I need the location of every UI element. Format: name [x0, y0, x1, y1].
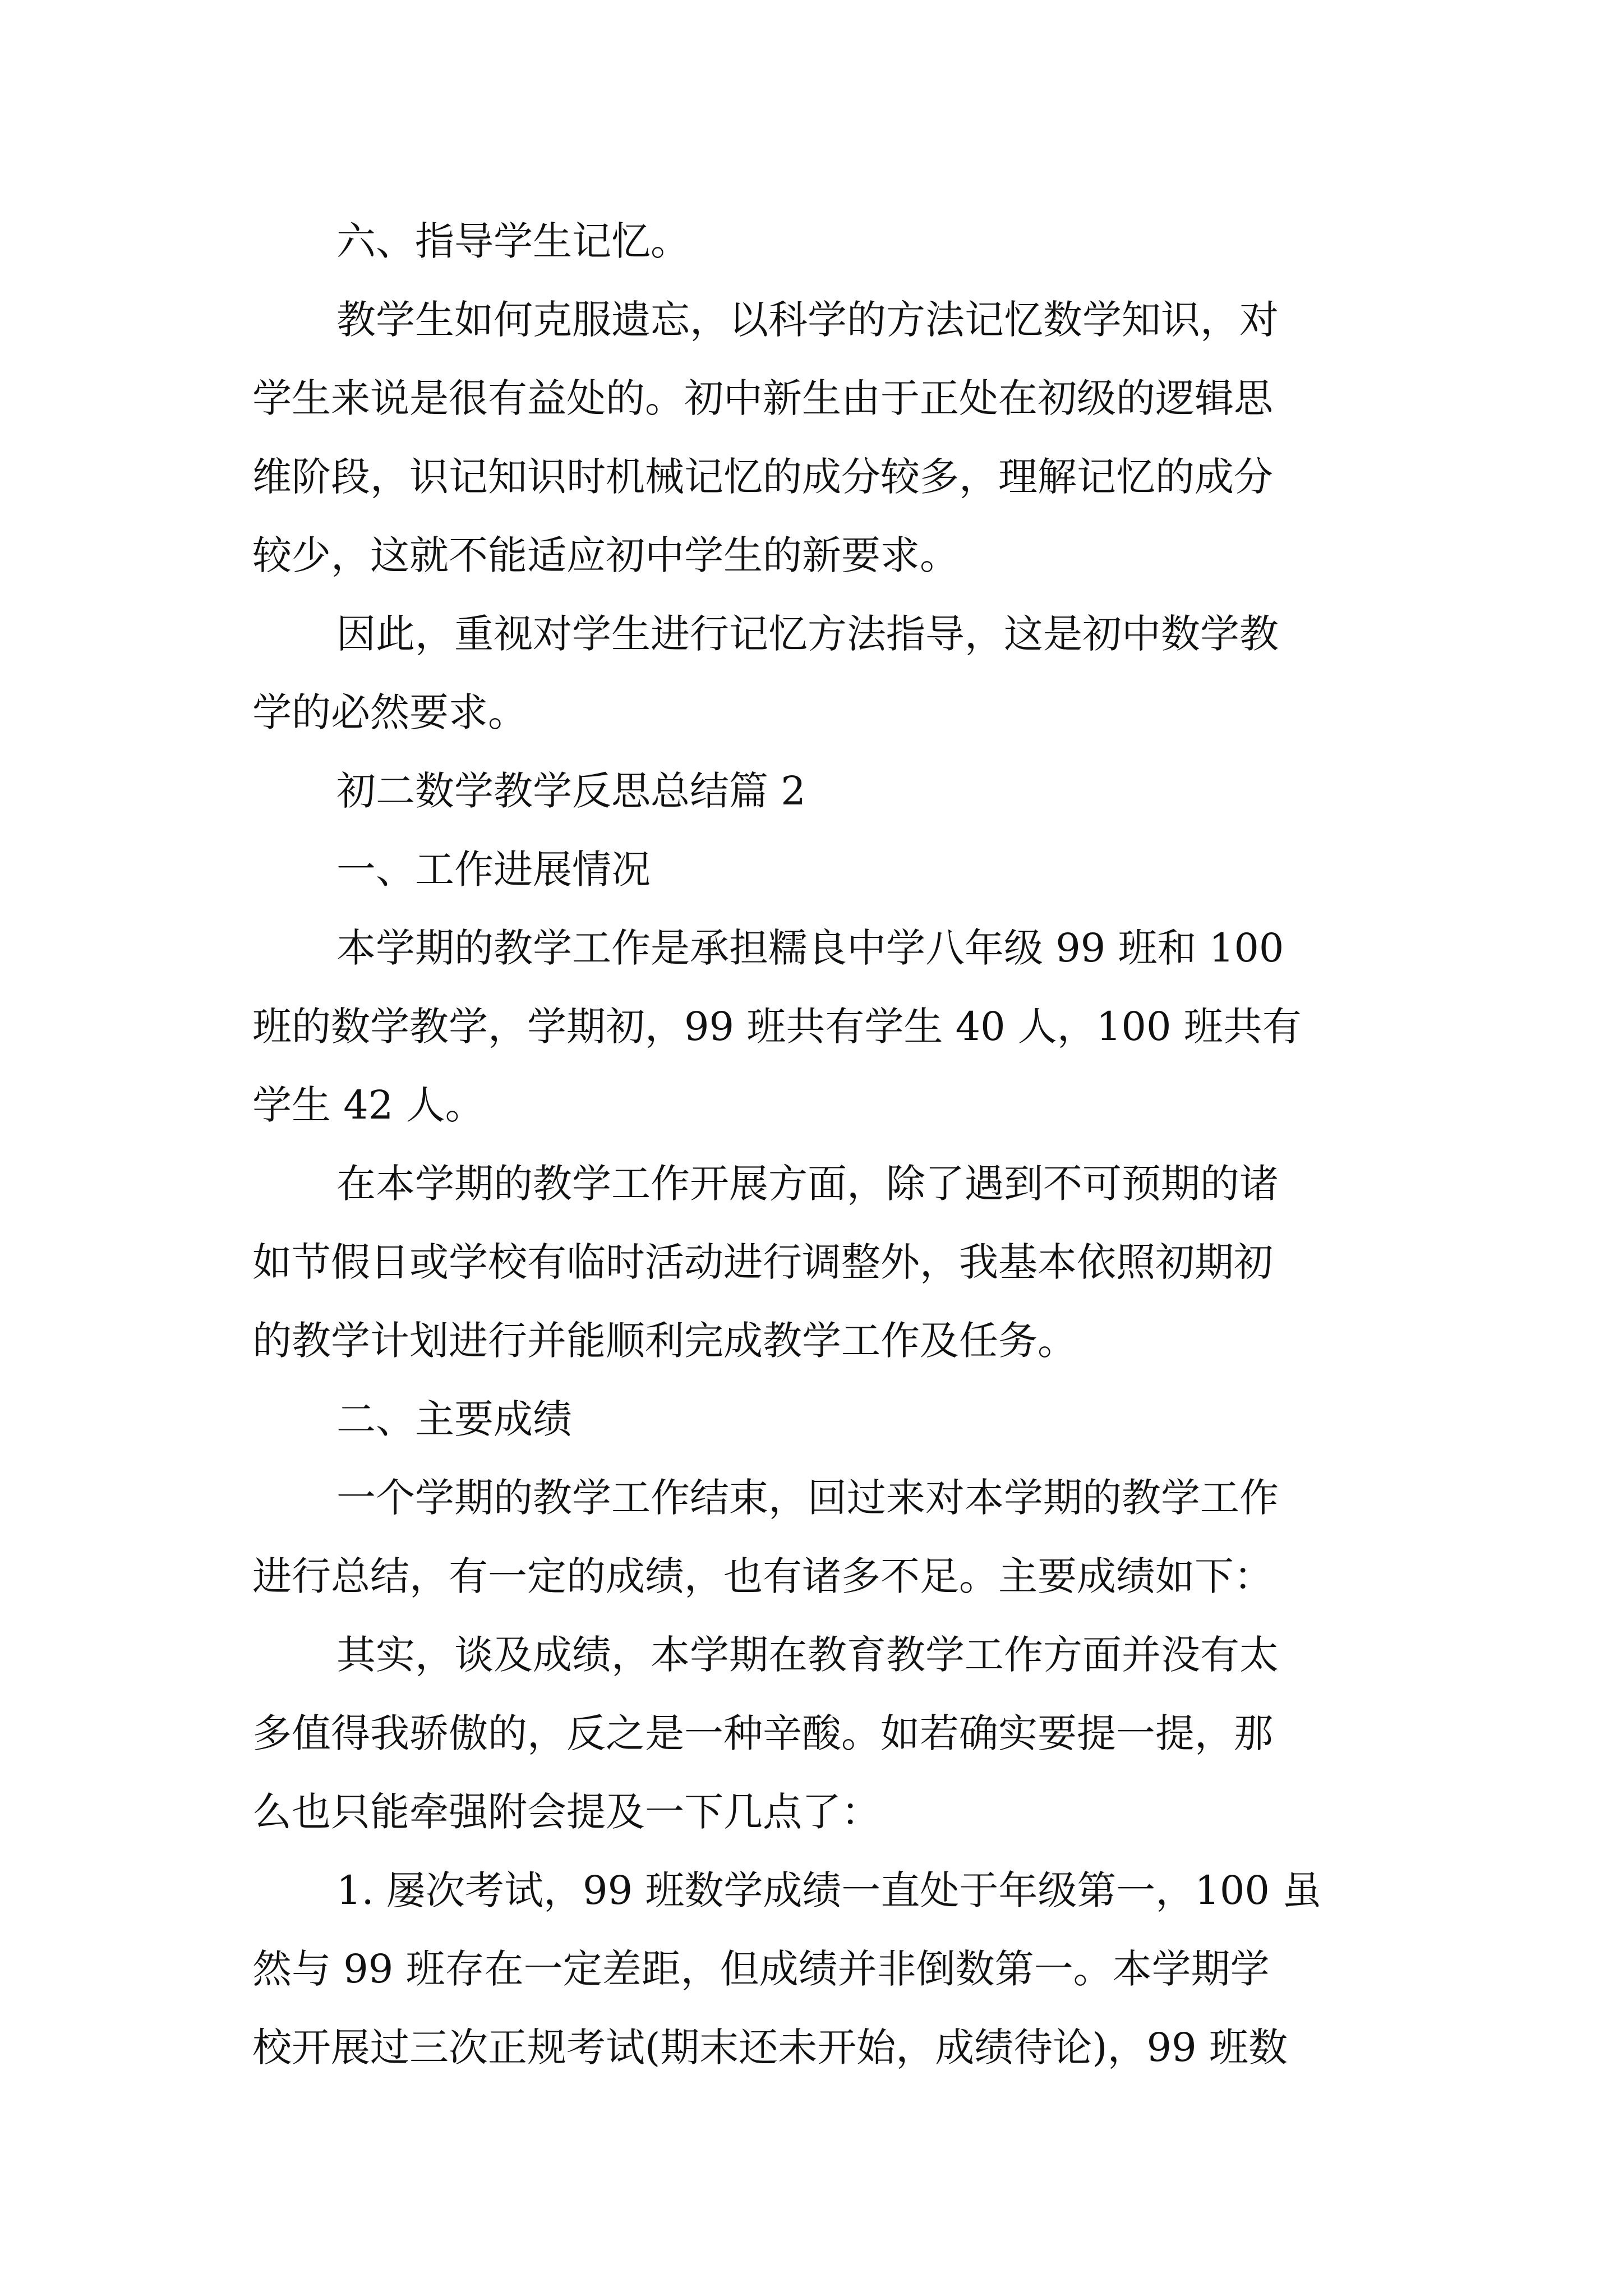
- text-line: 在本学期的教学工作开展方面，除了遇到不可预期的诸: [336, 1161, 1279, 1207]
- text-line: 初二数学教学反思总结篇 2: [336, 768, 806, 814]
- text-line: 班的数学教学，学期初，99 班共有学生 40 人，100 班共有: [252, 1004, 1302, 1050]
- text-line: 教学生如何克服遗忘，以科学的方法记忆数学知识，对: [336, 297, 1279, 343]
- text-line: 然与 99 班存在一定差距，但成绩并非倒数第一。本学期学: [252, 1946, 1270, 1992]
- text-line: 学生来说是很有益处的。初中新生由于正处在初级的逻辑思: [252, 375, 1273, 421]
- text-line: 多值得我骄傲的，反之是一种辛酸。如若确实要提一提，那: [252, 1710, 1273, 1756]
- text-line: 1. 屡次考试，99 班数学成绩一直处于年级第一，100 虽: [336, 1867, 1322, 1913]
- text-line: 么也只能牵强附会提及一下几点了：: [252, 1789, 880, 1835]
- text-line: 学生 42 人。: [252, 1082, 485, 1128]
- text-line: 因此，重视对学生进行记忆方法指导，这是初中数学教: [336, 611, 1279, 657]
- text-line: 本学期的教学工作是承担糯良中学八年级 99 班和 100: [336, 925, 1284, 971]
- text-line: 一、工作进展情况: [336, 846, 651, 892]
- text-line: 校开展过三次正规考试(期末还未开始，成绩待论)，99 班数: [252, 2024, 1288, 2070]
- text-line: 进行总结，有一定的成绩，也有诸多不足。主要成绩如下：: [252, 1553, 1273, 1599]
- text-line: 六、指导学生记忆。: [336, 218, 690, 264]
- text-line: 学的必然要求。: [252, 689, 527, 735]
- text-line: 其实，谈及成绩，本学期在教育教学工作方面并没有太: [336, 1632, 1279, 1678]
- document-page: [252, 202, 1380, 2087]
- text-line: 如节假日或学校有临时活动进行调整外，我基本依照初期初: [252, 1239, 1273, 1285]
- text-line: 一个学期的教学工作结束，回过来对本学期的教学工作: [336, 1475, 1279, 1521]
- text-line: 二、主要成绩: [336, 1396, 572, 1442]
- text-line: 维阶段，识记知识时机械记忆的成分较多，理解记忆的成分: [252, 454, 1273, 500]
- text-line: 较少，这就不能适应初中学生的新要求。: [252, 532, 959, 578]
- text-line: 的教学计划进行并能顺利完成教学工作及任务。: [252, 1318, 1077, 1364]
